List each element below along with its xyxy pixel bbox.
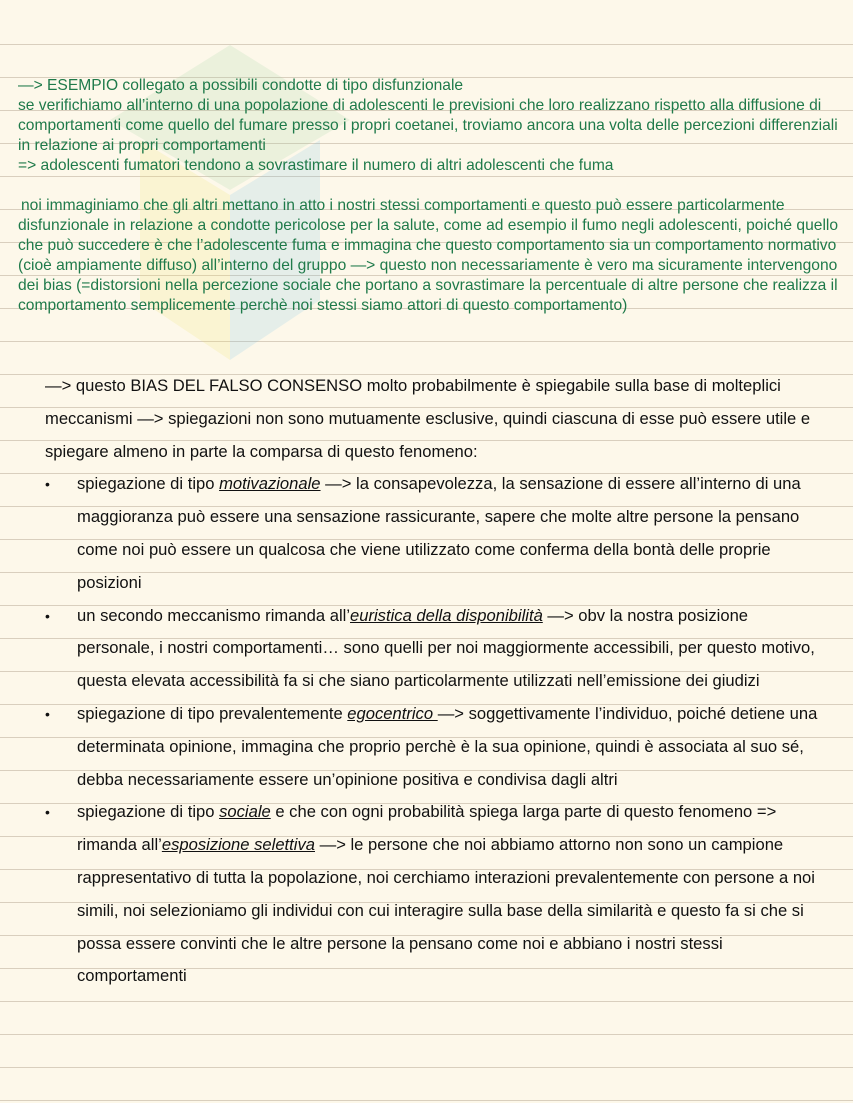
keyword-euristica: euristica della disponibilità bbox=[350, 605, 543, 625]
bullet-icon: • bbox=[45, 804, 50, 821]
item-text-post: —> obv la nostra posizione personale, i nostri comportamenti… sono quelli per noi maggiormente accessibili, per questo motivo, questa elevata accessibilità fa si che siano particolarmente utilizzati nell’emissione dei giudizi bbox=[77, 605, 815, 691]
example-heading: —> ESEMPIO collegato a possibili condotte di tipo disfunzionale bbox=[18, 77, 464, 94]
item-text-pre: spiegazione di tipo bbox=[77, 802, 220, 822]
keyword-motivazionale: motivazionale bbox=[219, 474, 321, 494]
item-text-pre: spiegazione di tipo prevalentemente bbox=[77, 703, 348, 723]
list-item-motivational bbox=[45, 468, 825, 599]
item-text-post: —> soggettivamente l’individuo, poiché detiene una determinata opinione, immagina che proprio perchè è la sua opinione, quindi è associata al suo sé, debba necessariamente essere un’opinione positiva e condivisa dagli altri bbox=[77, 703, 818, 789]
green-notes-block bbox=[18, 76, 840, 316]
keyword-sociale: sociale bbox=[219, 802, 271, 822]
list-item-availability bbox=[45, 600, 825, 698]
example-paragraph: se verifichiamo all’interno di una popolazione di adolescenti le previsioni che loro realizzano rispetto alla diffusione di comportamenti come quello del fumare presso i propri coetanei, troviamo ancora una volta delle percezioni differenziali in relazione ai propri comportamenti bbox=[18, 97, 838, 154]
main-notes-block bbox=[45, 370, 825, 993]
item-text-pre: spiegazione di tipo bbox=[77, 474, 220, 494]
item-text-post: —> la consapevolezza, la sensazione di essere all’interno di una maggioranza può essere una sensazione rassicurante, sapere che molte altre persone la pensano come noi può essere un qualcosa che viene utilizzato come conferma della bontà delle proprie posizioni bbox=[77, 474, 801, 592]
example-conclusion: => adolescenti fumatori tendono a sovrastimare il numero di altri adolescenti che fuma bbox=[18, 157, 614, 174]
item-text-pre: un secondo meccanismo rimanda all’ bbox=[77, 605, 351, 625]
keyword-egocentrico: egocentrico bbox=[347, 703, 438, 723]
item-text-post: —> le persone che noi abbiamo attorno non sono un campione rappresentativo di tutta la popolazione, noi cerchiamo interazioni prevalentemente con persone a noi simili, noi selezioniamo gli individui con cui interagire sulla base della similarità e questo fa si che si possa essere convinti che le altre persone la pensano come noi e abbiano i nostri stessi comportamenti bbox=[77, 835, 815, 986]
item-text-mid: e che con ogni probabilità spiega larga parte di questo fenomeno => rimanda all’ bbox=[77, 802, 777, 855]
bullet-icon: • bbox=[45, 705, 50, 722]
list-item-egocentric bbox=[45, 698, 825, 796]
list-item-social bbox=[45, 796, 825, 993]
bullet-icon: • bbox=[45, 607, 50, 624]
mechanism-list bbox=[45, 468, 825, 993]
explanation-paragraph: noi immaginiamo che gli altri mettano in atto i nostri stessi comportamenti e questo può essere particolarmente disfunzionale in relazione a condotte pericolose per la salute, come ad esempio il fumo negli adolescenti, poiché quello che può succedere è che l’adolescente fuma e immagina che questo comportamento sia un comportamento normativo (cioè ampiamente diffuso) all’interno del gruppo —> questo non necessariamente è vero ma sicuramente intervengono dei bias (=distorsioni nella percezione sociale che portano a sovrastimare la percentuale di altre persone che realizza il comportamento semplicemente perchè noi stessi siamo attori di questo comportamento) bbox=[18, 197, 839, 314]
keyword-esposizione-selettiva: esposizione selettiva bbox=[161, 835, 315, 855]
intro-paragraph: —> questo BIAS DEL FALSO CONSENSO molto probabilmente è spiegabile sulla base di molteplici meccanismi —> spiegazioni non sono mutuamente esclusive, quindi ciascuna di esse può essere utile e spiegare almeno in parte la comparsa di questo fenomeno: bbox=[45, 376, 811, 461]
bullet-icon: • bbox=[45, 476, 50, 493]
